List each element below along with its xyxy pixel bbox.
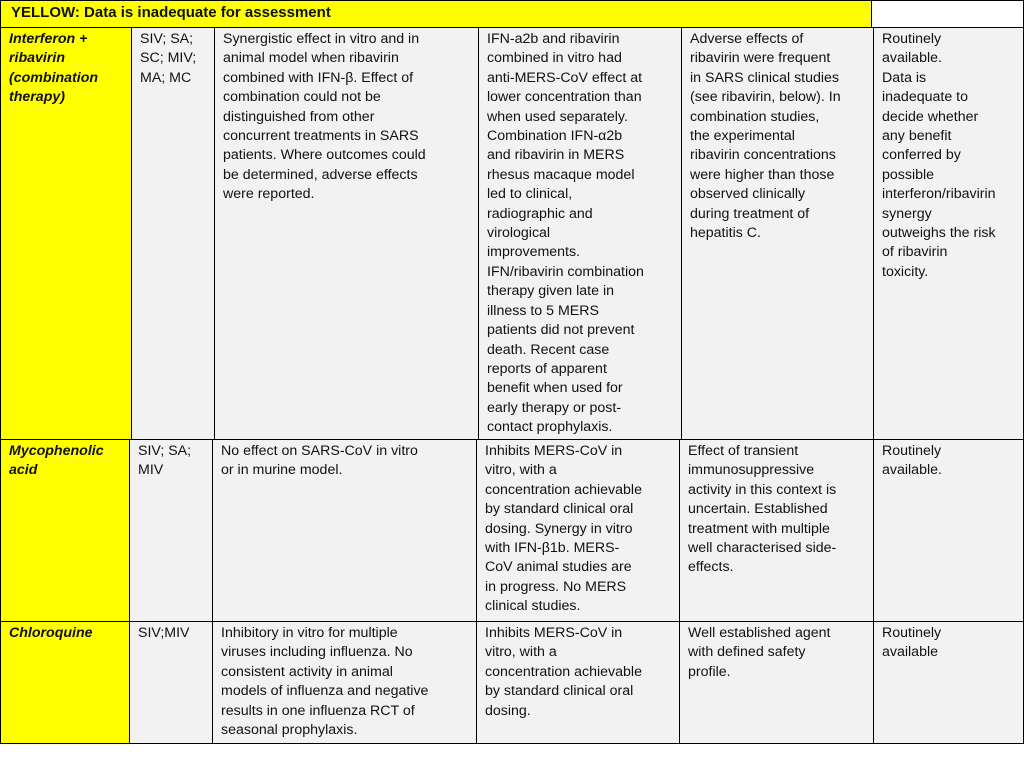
section-header: YELLOW: Data is inadequate for assessment — [0, 0, 872, 28]
drug-name-cell: Interferon + ribavirin (combination therapy) — [0, 28, 132, 440]
mers-evidence-cell: Inhibits MERS-CoV in vitro, with a concentration achievable by standard clinical oral dosing. — [477, 622, 680, 744]
section-header-blank-cell — [872, 0, 1024, 28]
study-types-cell: SIV; SA; MIV — [130, 440, 213, 622]
drug-name-cell: Mycophenolic acid — [0, 440, 130, 622]
safety-cell: Well established agent with defined safety profile. — [680, 622, 874, 744]
availability-cell: Routinely available — [874, 622, 1024, 744]
study-types-cell: SIV;MIV — [130, 622, 213, 744]
mers-evidence-cell: Inhibits MERS-CoV in vitro, with a concentration achievable by standard clinical oral dosing. Synergy in vitro with IFN-β1b. MERS- CoV animal studies are in progress. No MERS clinical studies. — [477, 440, 680, 622]
mers-evidence-cell: IFN-a2b and ribavirin combined in vitro had anti-MERS-CoV effect at lower concentration than when used separately. Combination IFN-α2b and ribavirin in MERS rhesus macaque model led to clinical, radiographic and virological improvements. IFN/ribavirin combination therapy given late in illness to 5 MERS patients did not prevent death. Recent case reports of apparent benefit when used for early therapy or post- contact prophylaxis. — [479, 28, 682, 440]
table-row-interferon-ribavirin — [0, 28, 1024, 440]
sars-evidence-cell: No effect on SARS-CoV in vitro or in murine model. — [213, 440, 477, 622]
sars-evidence-cell: Synergistic effect in vitro and in animal model when ribavirin combined with IFN-β. Effect of combination could not be distinguished from other concurrent treatments in SARS patients. Where outcomes could be determined, adverse effects were reported. — [215, 28, 479, 440]
study-types-cell: SIV; SA; SC; MIV; MA; MC — [132, 28, 215, 440]
drug-name-cell: Chloroquine — [0, 622, 130, 744]
safety-cell: Effect of transient immunosuppressive activity in this context is uncertain. Established treatment with multiple well characterised side- effects. — [680, 440, 874, 622]
sars-evidence-cell: Inhibitory in vitro for multiple viruses including influenza. No consistent activity in animal models of influenza and negative results in one influenza RCT of seasonal prophylaxis. — [213, 622, 477, 744]
availability-cell: Routinely available. Data is inadequate to decide whether any benefit conferred by possible interferon/ribavirin synergy outweighs the risk of ribavirin toxicity. — [874, 28, 1024, 440]
availability-cell: Routinely available. — [874, 440, 1024, 622]
safety-cell: Adverse effects of ribavirin were frequent in SARS clinical studies (see ribavirin, below). In combination studies, the experimental ribavirin concentrations were higher than those observed clinically during treatment of hepatitis C. — [682, 28, 874, 440]
table-row-chloroquine — [0, 622, 1024, 744]
table-row-mycophenolic-acid — [0, 440, 1024, 622]
page-bottom-margin — [0, 744, 1024, 768]
